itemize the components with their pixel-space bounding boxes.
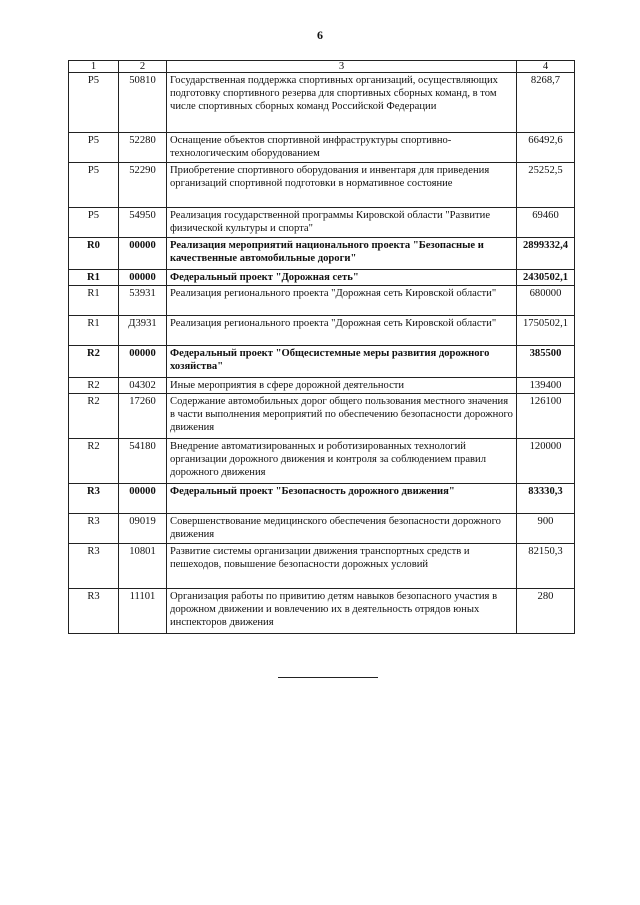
section-code-cell: R3 [69, 589, 119, 634]
closing-rule [278, 677, 378, 678]
item-code-cell: 11101 [119, 589, 167, 634]
section-code-cell: R3 [69, 544, 119, 589]
table-row [69, 270, 575, 286]
amount-cell: 1750502,1 [517, 316, 575, 346]
amount-cell: 385500 [517, 346, 575, 378]
item-name-cell: Федеральный проект "Общесистемные меры развития дорожного хозяйства" [167, 346, 517, 378]
item-name-cell: Оснащение объектов спортивной инфраструктуры спортивно-технологическим оборудованием [167, 133, 517, 163]
item-code-cell: 00000 [119, 238, 167, 270]
item-name-cell: Реализация регионального проекта "Дорожная сеть Кировской области" [167, 316, 517, 346]
item-name-cell: Реализация регионального проекта "Дорожная сеть Кировской области" [167, 286, 517, 316]
item-name-cell: Приобретение спортивного оборудования и инвентаря для приведения организаций спортивной подготовки в нормативное состояние [167, 163, 517, 208]
item-name-cell: Иные мероприятия в сфере дорожной деятельности [167, 378, 517, 394]
item-name-cell: Реализация мероприятий национального проекта "Безопасные и качественные автомобильные дороги" [167, 238, 517, 270]
table-row [69, 544, 575, 589]
amount-cell: 900 [517, 514, 575, 544]
table-row [69, 589, 575, 634]
item-code-cell: Д3931 [119, 316, 167, 346]
item-code-cell: 00000 [119, 484, 167, 514]
table-row [69, 208, 575, 238]
item-code-cell: 09019 [119, 514, 167, 544]
section-code-cell: R3 [69, 514, 119, 544]
item-name-cell: Реализация государственной программы Кировской области "Развитие физической культуры и спорта" [167, 208, 517, 238]
section-code-cell: Р5 [69, 133, 119, 163]
section-code-cell: Р5 [69, 73, 119, 133]
table-row [69, 286, 575, 316]
item-code-cell: 52280 [119, 133, 167, 163]
table-row [69, 346, 575, 378]
item-name-cell: Развитие системы организации движения транспортных средств и пешеходов, повышение безопасности дорожных условий [167, 544, 517, 589]
item-code-cell: 10801 [119, 544, 167, 589]
item-code-cell: 53931 [119, 286, 167, 316]
page-number: 6 [317, 28, 323, 42]
table-row [69, 514, 575, 544]
item-name-cell: Внедрение автоматизированных и роботизированных технологий организации дорожного движения и контроля за соблюдением правил дорожного движения [167, 439, 517, 484]
item-code-cell: 04302 [119, 378, 167, 394]
item-code-cell: 00000 [119, 346, 167, 378]
amount-cell: 680000 [517, 286, 575, 316]
item-name-cell: Государственная поддержка спортивных организаций, осуществляющих подготовку спортивного резерва для спортивных сборных команд, в том числе спортивных сборных команд Российской Федерации [167, 73, 517, 133]
item-name-cell: Совершенствование медицинского обеспечения безопасности дорожного движения [167, 514, 517, 544]
section-code-cell: Р5 [69, 163, 119, 208]
amount-cell: 8268,7 [517, 73, 575, 133]
amount-cell: 2430502,1 [517, 270, 575, 286]
item-code-cell: 17260 [119, 394, 167, 439]
table-row [69, 73, 575, 133]
item-name-cell: Федеральный проект "Безопасность дорожного движения" [167, 484, 517, 514]
section-code-cell: R1 [69, 270, 119, 286]
table-row [69, 163, 575, 208]
section-code-cell: R3 [69, 484, 119, 514]
amount-cell: 280 [517, 589, 575, 634]
amount-cell: 120000 [517, 439, 575, 484]
header-col-2: 2 [119, 61, 167, 73]
section-code-cell: R2 [69, 378, 119, 394]
section-code-cell: R0 [69, 238, 119, 270]
table-row [69, 133, 575, 163]
amount-cell: 82150,3 [517, 544, 575, 589]
item-name-cell: Федеральный проект "Дорожная сеть" [167, 270, 517, 286]
item-code-cell: 54950 [119, 208, 167, 238]
section-code-cell: R2 [69, 394, 119, 439]
header-col-3: 3 [167, 61, 517, 73]
amount-cell: 139400 [517, 378, 575, 394]
section-code-cell: Р5 [69, 208, 119, 238]
section-code-cell: R1 [69, 316, 119, 346]
budget-table [68, 60, 575, 634]
item-code-cell: 00000 [119, 270, 167, 286]
amount-cell: 126100 [517, 394, 575, 439]
item-code-cell: 54180 [119, 439, 167, 484]
item-name-cell: Содержание автомобильных дорог общего пользования местного значения в части выполнения мероприятий по обеспечению безопасности дорожного движения [167, 394, 517, 439]
header-col-1: 1 [69, 61, 119, 73]
table-row [69, 238, 575, 270]
header-row [69, 61, 575, 73]
amount-cell: 25252,5 [517, 163, 575, 208]
table-row [69, 316, 575, 346]
table-row [69, 378, 575, 394]
item-code-cell: 52290 [119, 163, 167, 208]
item-code-cell: 50810 [119, 73, 167, 133]
amount-cell: 2899332,4 [517, 238, 575, 270]
table-row [69, 394, 575, 439]
item-name-cell: Организация работы по привитию детям навыков безопасного участия в дорожном движении и вовлечению их в деятельность отрядов юных инспекторов движения [167, 589, 517, 634]
table-row [69, 439, 575, 484]
amount-cell: 69460 [517, 208, 575, 238]
header-col-4: 4 [517, 61, 575, 73]
amount-cell: 83330,3 [517, 484, 575, 514]
section-code-cell: R1 [69, 286, 119, 316]
section-code-cell: R2 [69, 439, 119, 484]
table-row [69, 484, 575, 514]
amount-cell: 66492,6 [517, 133, 575, 163]
section-code-cell: R2 [69, 346, 119, 378]
